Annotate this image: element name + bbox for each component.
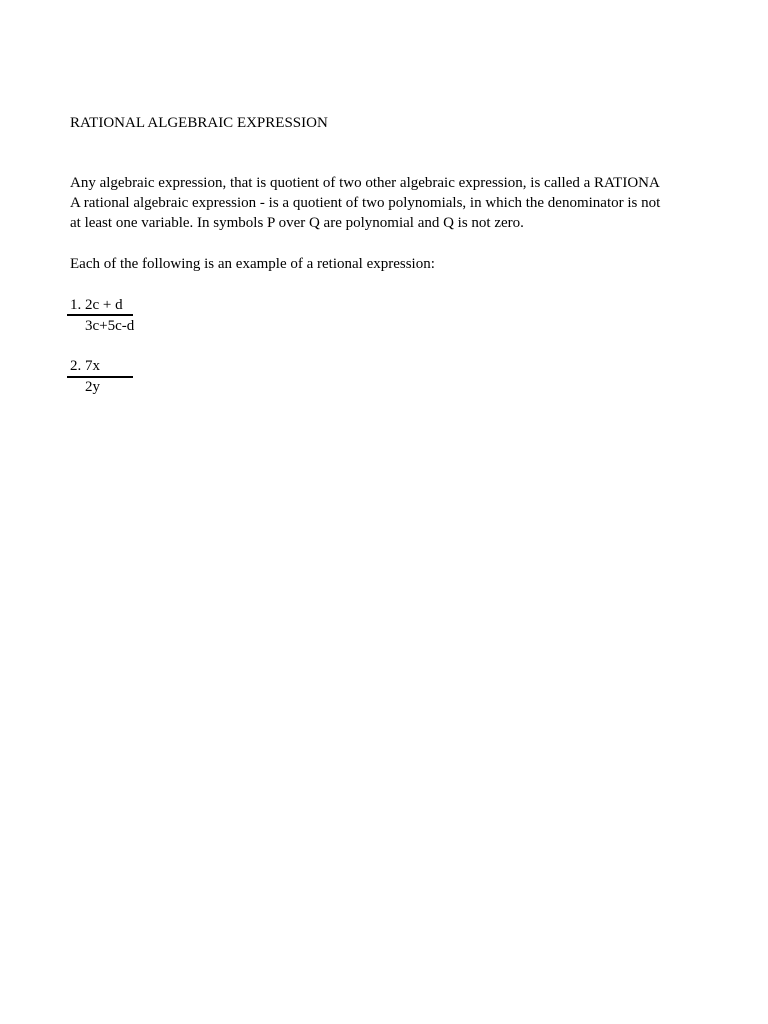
example-2-fraction-bar bbox=[67, 376, 133, 378]
example-1-numerator: 1. 2c + d bbox=[70, 297, 123, 313]
paragraph-line-1: Any algebraic expression, that is quotient of two other algebraic expression, is called a RATIONA bbox=[70, 175, 660, 191]
example-2-numerator: 2. 7x bbox=[70, 358, 100, 374]
document-title: RATIONAL ALGEBRAIC EXPRESSION bbox=[70, 115, 328, 131]
paragraph-line-3: at least one variable. In symbols P over Q are polynomial and Q is not zero. bbox=[70, 215, 524, 231]
example-1-denominator: 3c+5c-d bbox=[85, 318, 135, 334]
examples-intro: Each of the following is an example of a retional expression: bbox=[70, 256, 435, 272]
example-2-denominator: 2y bbox=[85, 379, 100, 395]
paragraph-line-2: A rational algebraic expression - is a quotient of two polynomials, in which the denominator is not bbox=[70, 195, 661, 211]
